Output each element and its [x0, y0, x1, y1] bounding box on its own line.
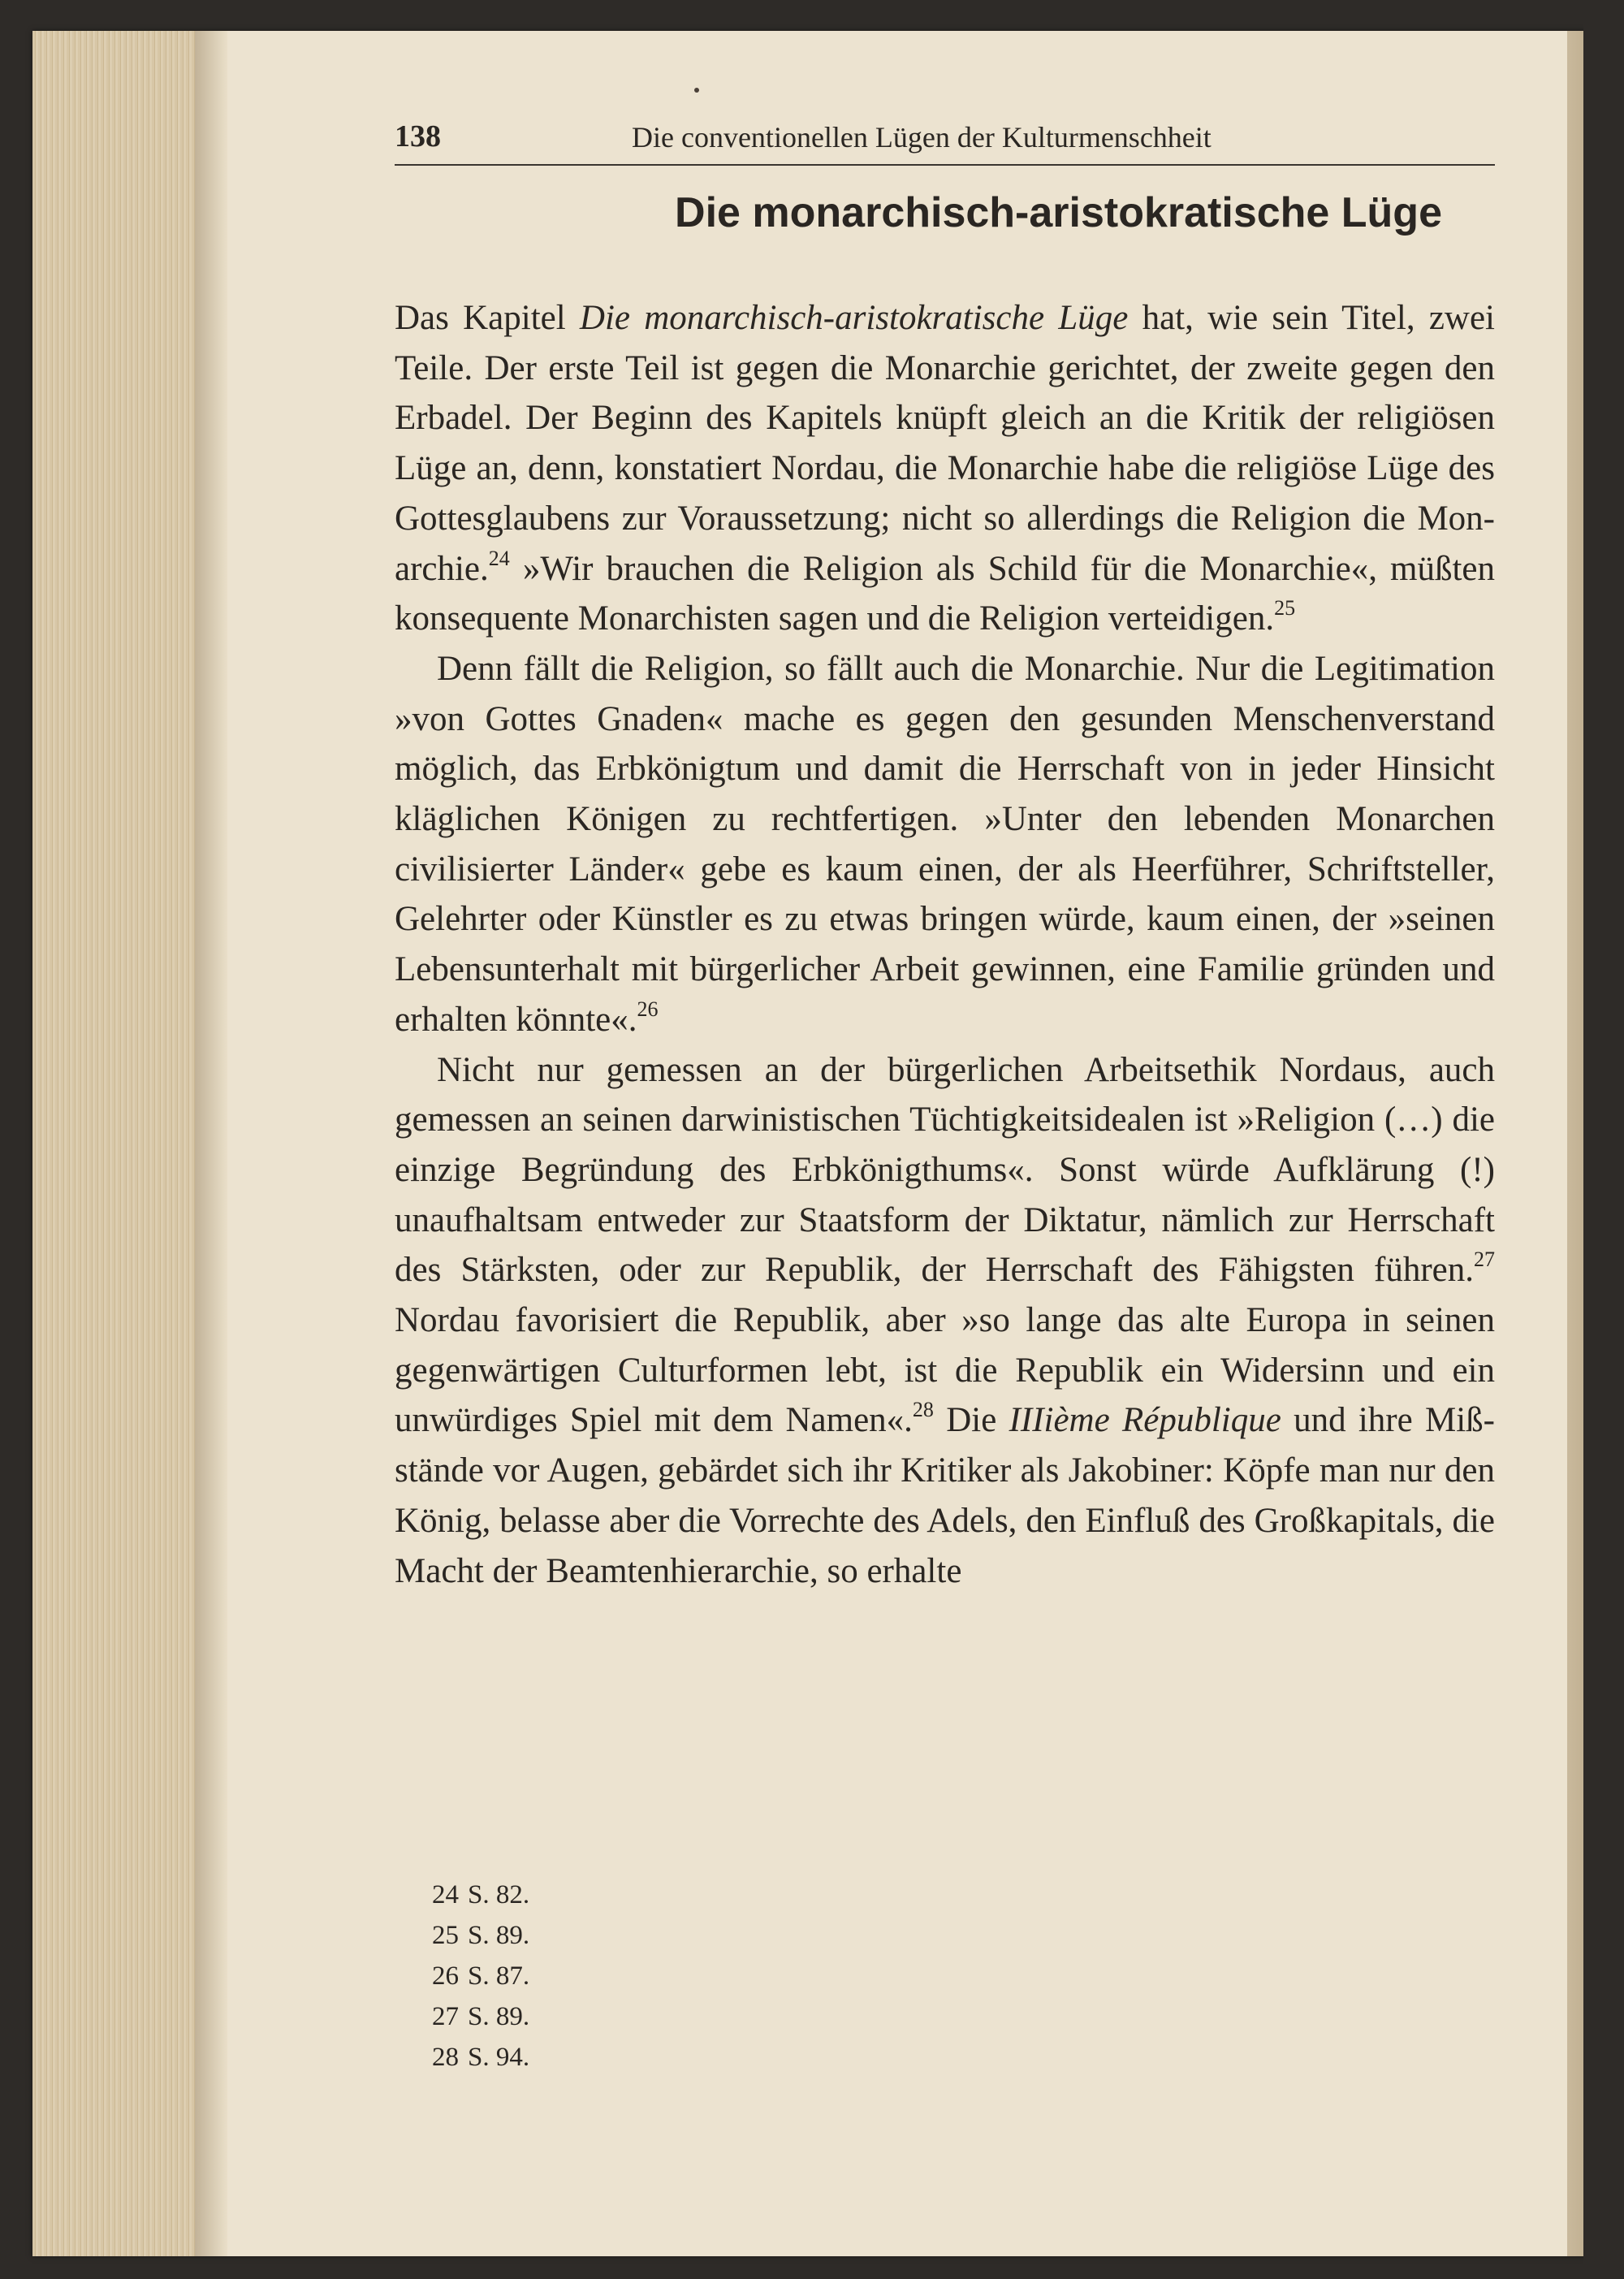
gutter-shadow	[195, 31, 227, 2256]
footnote-ref: 27	[1474, 1248, 1495, 1272]
footnote-ref: 28	[912, 1398, 934, 1422]
footnote-text: S. 89.	[468, 1921, 530, 1950]
text-span: Nordau favorisiert die Republik, aber »so lange das alte Europa in seinen gegenwärtigen Culturformen lebt, ist die Republik ein Widersinn und ein unwürdiges Spiel mit dem Namen«.	[395, 1301, 1495, 1440]
paragraph	[395, 644, 1495, 1045]
body-text	[395, 293, 1495, 1596]
footnote	[432, 1996, 529, 2037]
footnote-text: S. 94.	[468, 2043, 530, 2072]
italic-text: Die monarchisch-aristokratische Lüge	[579, 299, 1129, 337]
running-title: Die conventionellen Lügen der Kulturmenschheit	[632, 121, 1212, 154]
footnote-number: 26	[432, 1961, 459, 1991]
page-edges	[32, 31, 195, 2256]
paragraph	[395, 293, 1495, 644]
footnote-text: S. 89.	[468, 2002, 530, 2031]
running-header	[395, 115, 1495, 166]
footnote-ref: 25	[1274, 596, 1296, 621]
footnote	[432, 1915, 529, 1956]
text-span: Das Kapitel	[395, 299, 580, 337]
text-span: Denn fällt die Religion, so fällt auch die Monarchie. Nur die Legitimation »von Gottes Gnaden« mache es gegen den gesunden Menschenverstand möglich, das Erbkönigtum und damit die Herrschaft von in jeder Hinsicht kläglichen Königen zu rechtfertigen. »Unter den lebenden Monarchen civilisierter Länder« gebe es kaum einen, der als Heerführer, Schriftsteller, Gelehrter oder Künstler es zu etwas bringen würde, kaum einen, der »seinen Lebensunterhalt mit bürgerlicher Arbeit gewinnen, eine Familie gründen und erhalten könnte«.	[395, 649, 1495, 1039]
paragraph	[395, 1045, 1495, 1597]
text-span: »Wir brauchen die Religion als Schild für die Monarchie«, müßten konsequente Monarchisten sagen und die Religion verteidigen.	[395, 549, 1495, 638]
text-span: hat, wie sein Titel, zwei Teile. Der erste Teil ist gegen die Monarchie gerichtet, der zweite gegen den Erbadel. Der Beginn des Kapitels knüpft gleich an die Kritik der religiösen Lüge an, denn, konstatiert Nordau, die Monarchie habe die religiöse Lüge des Gottesglaubens zur Voraussetzung; nicht so allerdings die Religion die Monarchie.	[395, 299, 1495, 588]
footnote-number: 28	[432, 2043, 459, 2072]
text-span: Die	[933, 1401, 1009, 1440]
background-edge	[1583, 0, 1624, 2279]
text-span: Nicht nur gemessen an der bürgerlichen Arbeitsethik Nordaus, auch gemessen an seinen darwinistischen Tüchtigkeitsidealen ist »Religion (…) die einzige Begründung des Erbkönigthums«. Sonst würde Aufklärung (!) unaufhaltsam entweder zur Staatsform der Diktatur, nämlich zur Herrschaft des Stärksten, oder zur Republik, der Herrschaft des Fähigsten führen.	[395, 1050, 1495, 1290]
footnote-ref: 24	[488, 546, 510, 570]
text-span: und ihre Mißstände vor Augen, gebärdet sich ihr Kritiker als Jakobiner: Köpfe man nur den König, belasse aber die Vorrechte des Adels, den Einfluß des Großkapitals, die Macht der Beamtenhierarchie, so erhalte	[395, 1401, 1495, 1590]
footnote-ref: 26	[637, 997, 659, 1021]
ink-speck	[694, 88, 699, 93]
footnote-number: 27	[432, 2002, 459, 2031]
footnote-number: 24	[432, 1880, 459, 1909]
footnote	[432, 1875, 529, 1915]
footnote	[432, 2037, 529, 2078]
page-number: 138	[395, 119, 441, 154]
footnote-number: 25	[432, 1921, 459, 1950]
footnote	[432, 1956, 529, 1996]
footnotes	[432, 1875, 529, 2078]
chapter-title: Die monarchisch-aristokratische Lüge	[675, 189, 1442, 236]
footnote-text: S. 87.	[468, 1961, 530, 1991]
italic-text: IIIième République	[1009, 1401, 1281, 1440]
footnote-text: S. 82.	[468, 1880, 530, 1909]
